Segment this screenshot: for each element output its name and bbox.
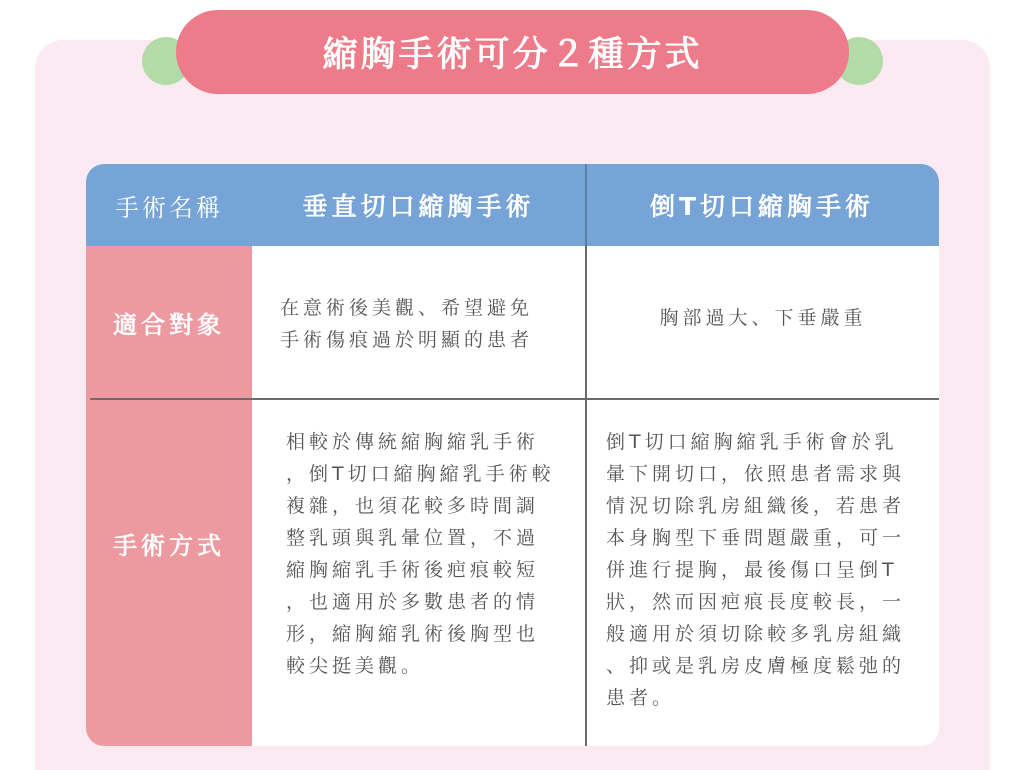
text-line: ，倒T切口縮胸縮乳手術較 — [286, 463, 555, 485]
header-divider — [585, 164, 587, 246]
title-pill — [176, 10, 849, 94]
text-line: 般適用於須切除較多乳房組織 — [606, 623, 906, 645]
header-surgery-name: 手術名稱 — [115, 193, 223, 222]
row-label-surgical-method: 手術方式 — [113, 531, 225, 560]
text-line: ，也適用於多數患者的情 — [286, 591, 540, 613]
row-label-suitable-candidates: 適合對象 — [113, 310, 225, 339]
text-line: 複雜，也須花較多時間調 — [286, 495, 540, 517]
text-line: 胸部過大、下垂嚴重 — [659, 307, 867, 329]
title-banner — [140, 10, 885, 94]
text-line: 暈下開切口，依照患者需求與 — [606, 463, 906, 485]
cell-vertical-candidates — [280, 292, 570, 356]
cell-inverted-t-candidates — [587, 302, 939, 334]
comparison-table — [86, 164, 939, 746]
text-line: 、抑或是乳房皮膚極度鬆弛的 — [606, 655, 906, 677]
text-line: 狀，然而因疤痕長度較長，一 — [606, 591, 906, 613]
text-line: 相較於傳統縮胸縮乳手術 — [286, 431, 540, 453]
row-label-column — [86, 246, 252, 746]
text-line: 情況切除乳房組織後，若患者 — [606, 495, 906, 517]
text-line: 整乳頭與乳暈位置，不過 — [286, 527, 540, 549]
page-title: 縮胸手術可分２種方式 — [322, 35, 703, 75]
text-line: 較尖挺美觀。 — [286, 655, 425, 677]
text-line: 倒T切口縮胸縮乳手術會於乳 — [606, 431, 898, 453]
text-line: 手術傷痕過於明顯的患者 — [280, 329, 534, 351]
text-line: 形，縮胸縮乳術後胸型也 — [286, 623, 540, 645]
row-divider — [90, 398, 939, 400]
table-header-row — [86, 164, 939, 246]
cell-inverted-t-method — [606, 426, 924, 714]
cell-vertical-method — [286, 426, 570, 682]
text-line: 縮胸縮乳手術後疤痕較短 — [286, 559, 540, 581]
text-line: 本身胸型下垂問題嚴重，可一 — [606, 527, 906, 549]
header-vertical-incision: 垂直切口縮胸手術 — [302, 192, 535, 221]
text-line: 在意術後美觀、希望避免 — [280, 297, 534, 319]
header-inverted-t-incision: 倒T切口縮胸手術 — [649, 192, 875, 221]
text-line: 併進行提胸，最後傷口呈倒T — [606, 559, 898, 581]
text-line: 患者。 — [606, 687, 676, 709]
